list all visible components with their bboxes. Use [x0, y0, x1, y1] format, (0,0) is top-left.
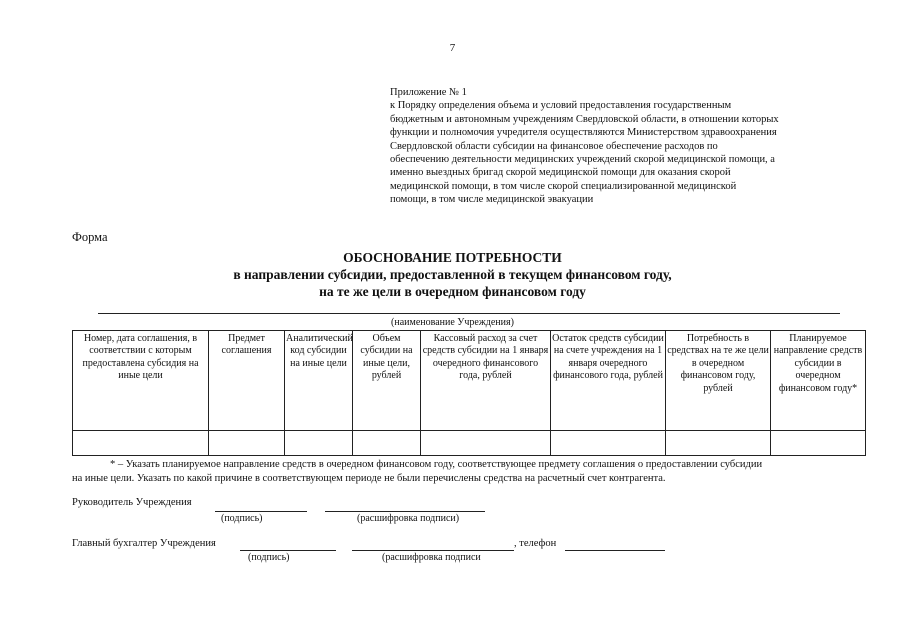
column-header: Предмет соглашения [209, 331, 285, 431]
signature-caption: (подпись) [221, 513, 263, 524]
head-signature-field[interactable] [215, 511, 307, 512]
appendix-line: именно выездных бригад скорой медицинской помощи для оказания скорой [390, 167, 731, 179]
accountant-signature-label: Главный бухгалтер Учреждения [72, 538, 216, 549]
form-label: Форма [72, 230, 108, 244]
column-header: Потребность в средствах на те же цели в очередном финансовом году, рублей [666, 331, 771, 431]
appendix-line: Свердловской области субсидии на финансовое обеспечение расходов по [390, 140, 718, 152]
appendix-line: Приложение № 1 [390, 87, 467, 98]
column-header: Кассовый расход за счет средств субсидии на 1 января очередного финансового года, рублей [421, 331, 551, 431]
phone-label: , телефон [514, 538, 557, 549]
table-cell[interactable] [353, 431, 421, 456]
footnote-line-2: на иные цели. Указать по какой причине в соответствующем периоде не были перечислены средства на расчетный счет контрагента. [72, 473, 666, 484]
head-decoding-field[interactable] [325, 511, 485, 512]
table-cell[interactable] [285, 431, 353, 456]
appendix-line: бюджетным и автономным учреждениям Свердловской области, в отношении которых [390, 113, 779, 125]
appendix-block [390, 86, 880, 207]
footnote [72, 458, 872, 486]
table-cell[interactable] [666, 431, 771, 456]
appendix-line: медицинской помощи, в том числе скорой специализированной медицинской [390, 180, 737, 192]
signature-caption: (подпись) [248, 552, 290, 563]
justification-table [72, 330, 866, 456]
appendix-line: к Порядку определения объема и условий предоставления государственным [390, 100, 732, 112]
table-cell[interactable] [73, 431, 209, 456]
document-title [0, 249, 905, 300]
column-header: Остаток средств субсидии на счете учреждения на 1 января очередного финансового года, рублей [551, 331, 666, 431]
institution-caption: (наименование Учреждения) [391, 317, 514, 328]
title-line-1: ОБОСНОВАНИЕ ПОТРЕБНОСТИ [343, 250, 562, 265]
institution-name-field[interactable] [98, 313, 840, 314]
appendix-line: помощи, в том числе медицинской эвакуации [390, 194, 594, 206]
page-number: 7 [449, 42, 456, 54]
accountant-decoding-field[interactable] [352, 550, 514, 551]
decoding-caption: (расшифровка подписи [382, 552, 481, 563]
column-header: Номер, дата соглашения, в соответствии с которым предоставлена субсидия на иные цели [73, 331, 209, 431]
title-line-2: в направлении субсидии, предоставленной в текущем финансовом году, [233, 267, 672, 282]
head-signature-label: Руководитель Учреждения [72, 497, 192, 508]
column-header: Планируемое направление средств субсидии в очередном финансовом году* [771, 331, 866, 431]
footnote-line-1: * – Указать планируемое направление средств в очередном финансовом году, соответствующее предмету соглашения о предоставлении субсидии [110, 459, 763, 470]
title-line-3: на те же цели в очередном финансовом году [319, 284, 586, 299]
table-cell[interactable] [209, 431, 285, 456]
table-row [73, 431, 866, 456]
table-cell[interactable] [771, 431, 866, 456]
accountant-signature-field[interactable] [240, 550, 336, 551]
table-header-row [73, 331, 866, 431]
appendix-line: обеспечению деятельности медицинских учреждений скорой медицинской помощи, а [390, 154, 775, 166]
table-cell[interactable] [551, 431, 666, 456]
column-header: Аналитический код субсидии на иные цели [285, 331, 353, 431]
decoding-caption: (расшифровка подписи) [357, 513, 460, 524]
appendix-line: функции и полномочия учредителя осуществляются Министерством здравоохранения [390, 127, 777, 139]
phone-field[interactable] [565, 550, 665, 551]
column-header: Объем субсидии на иные цели, рублей [353, 331, 421, 431]
table-cell[interactable] [421, 431, 551, 456]
